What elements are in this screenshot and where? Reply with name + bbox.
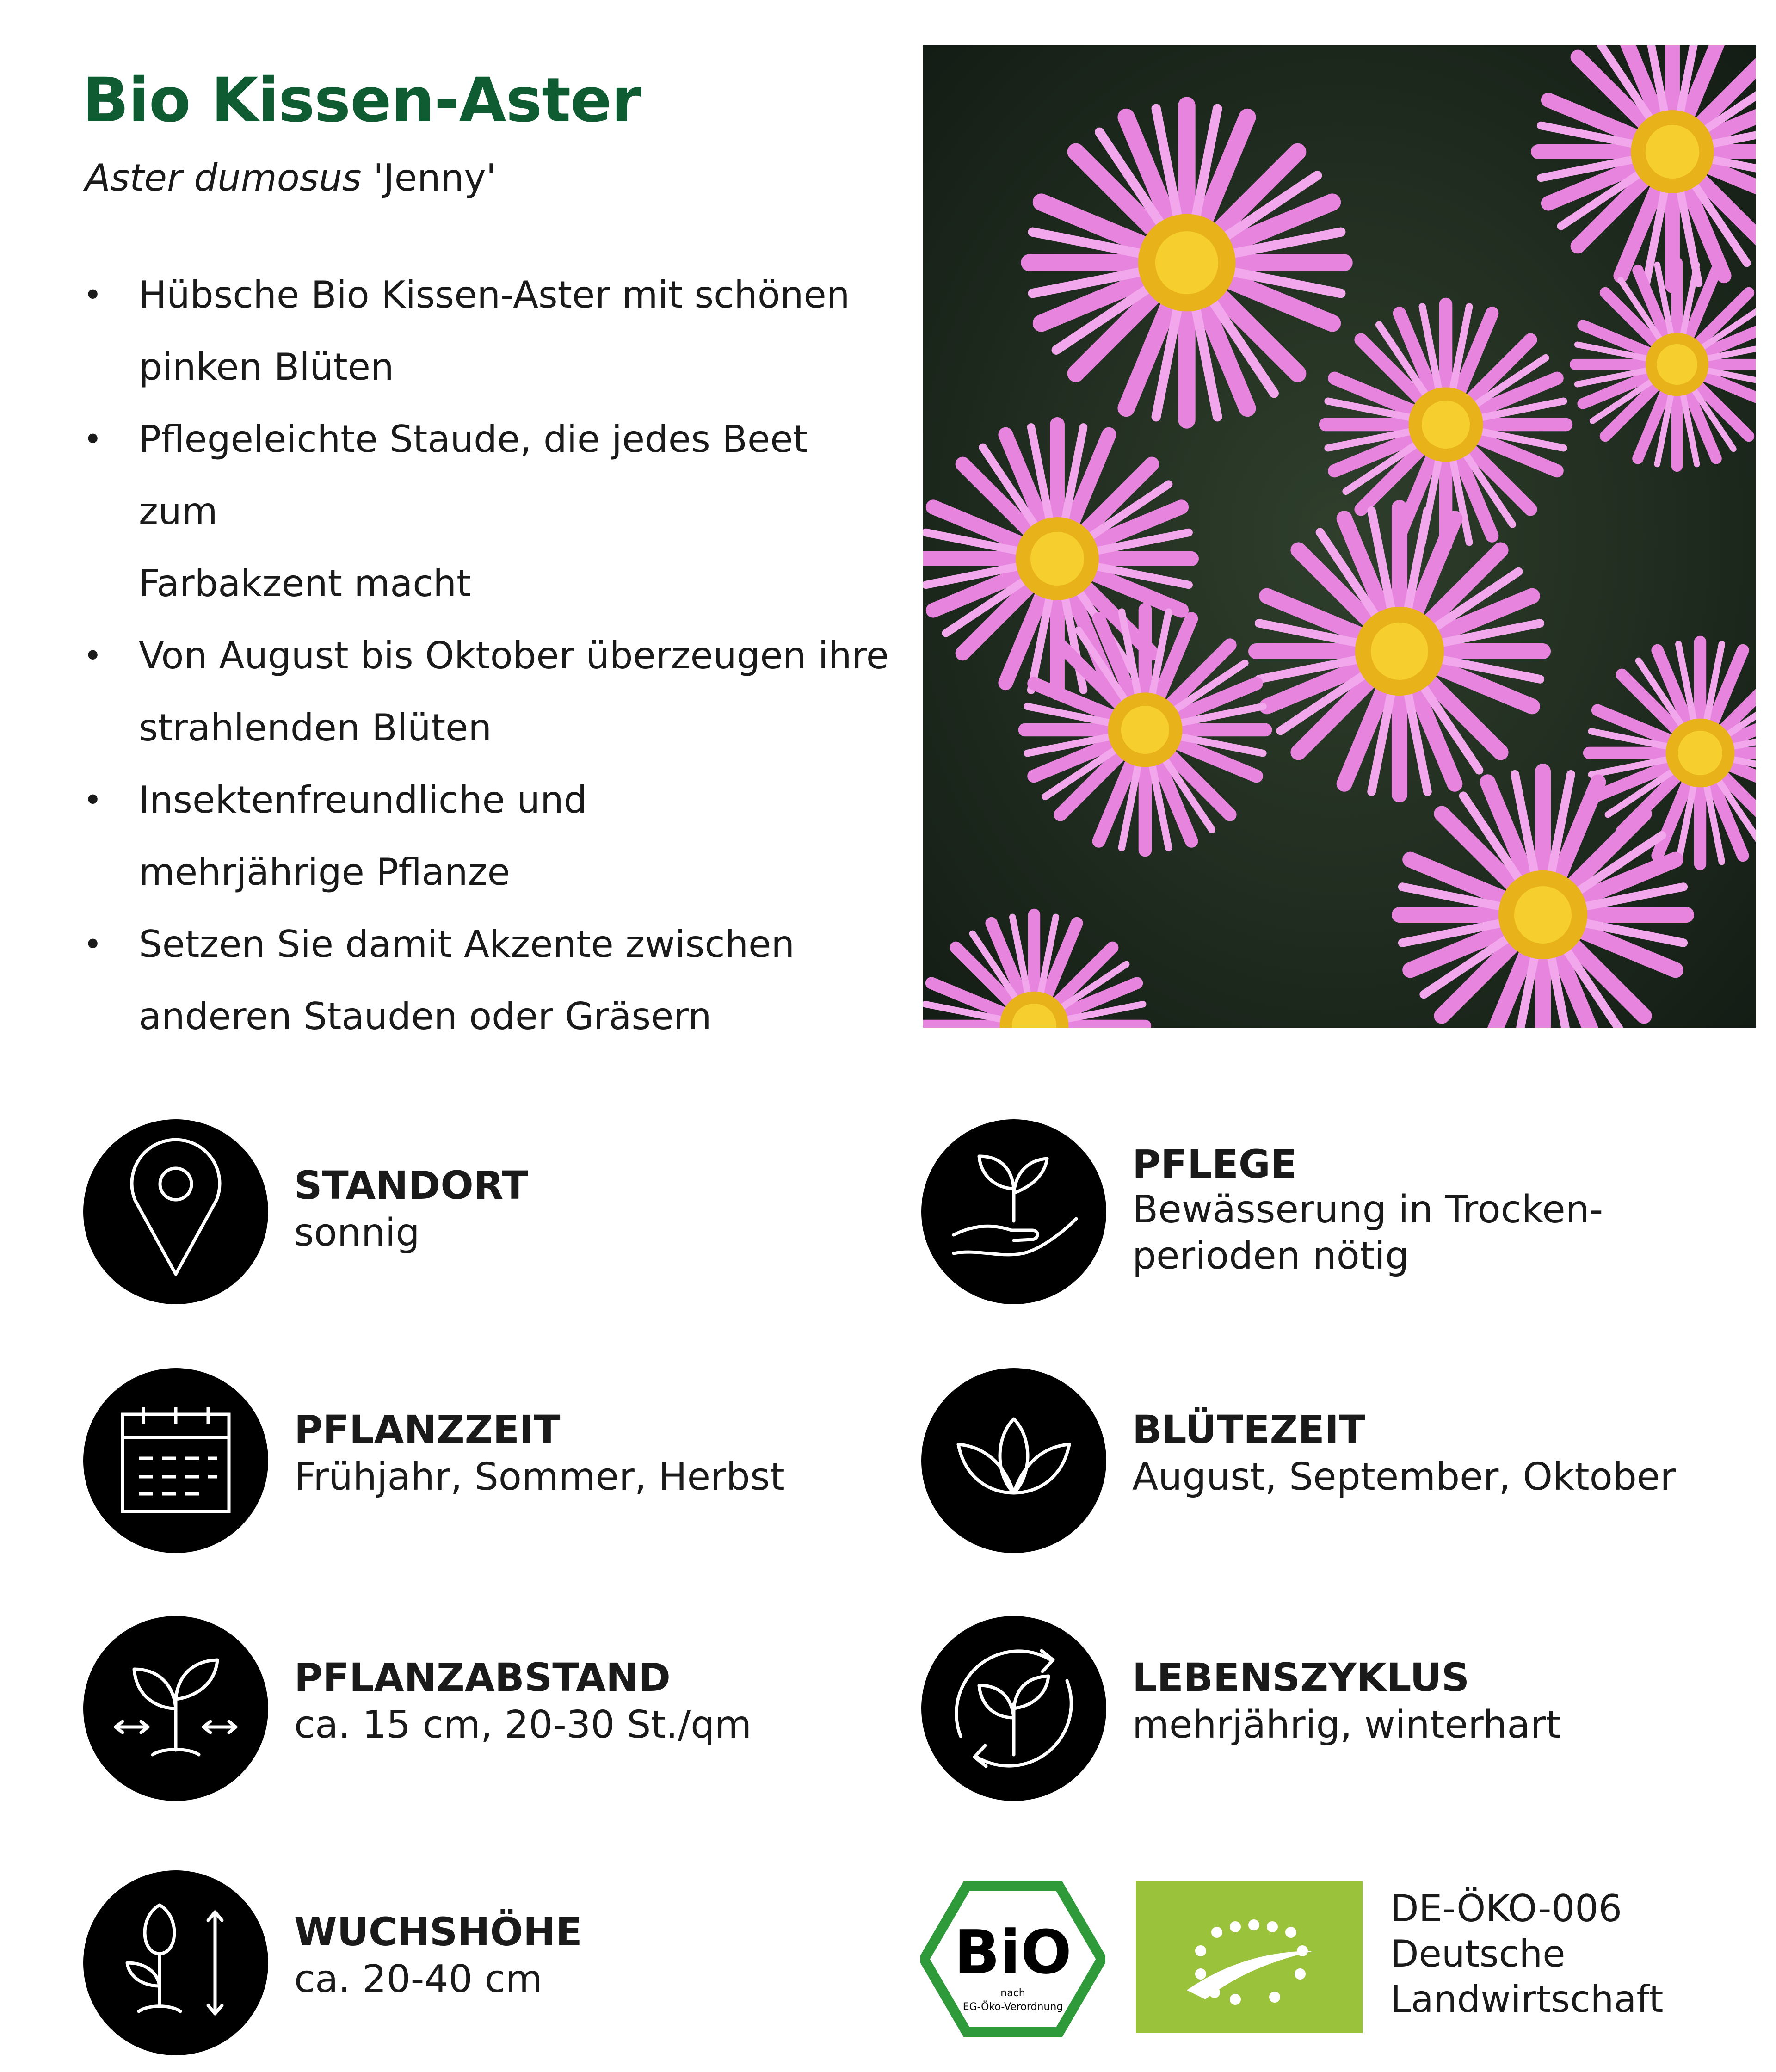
feature-value: Bewässerung in Trocken-	[1132, 1188, 1603, 1232]
feature-label: STANDORT	[294, 1163, 528, 1208]
feature-value: ca. 15 cm, 20-30 St./qm	[294, 1703, 752, 1747]
plant-spacing-icon	[83, 1616, 268, 1801]
feature-label: BLÜTEZEIT	[1132, 1407, 1366, 1452]
lotus-flower-icon	[921, 1368, 1106, 1553]
plant-cycle-icon	[921, 1616, 1106, 1801]
bullet-item: • Pflegeleichte Staude, die jedes Beet zum Farbakzent macht	[79, 403, 893, 620]
feature-pflanzzeit	[83, 1368, 785, 1553]
bio-logo-text: BiO	[954, 1917, 1072, 1987]
feature-pflege	[921, 1119, 1754, 1304]
botanical-cultivar: 'Jenny'	[361, 156, 496, 199]
bullet-dot-icon: •	[83, 276, 103, 314]
botanical-name	[85, 156, 496, 199]
plant-height-icon	[83, 1870, 268, 2055]
bio-logo-subtext: nach	[1000, 1987, 1025, 1999]
feature-label: LEBENSZYKLUS	[1132, 1655, 1470, 1700]
certification-origin: Deutsche	[1390, 1932, 1566, 1975]
feature-value: ca. 20-40 cm	[294, 1957, 543, 2001]
feature-standort	[83, 1119, 777, 1304]
feature-value: mehrjährig, winterhart	[1132, 1703, 1561, 1747]
calendar-icon	[83, 1368, 268, 1553]
feature-label: WUCHSHÖHE	[294, 1909, 582, 1955]
botanical-species: Aster dumosus	[85, 156, 362, 199]
bullet-item: • Hübsche Bio Kissen-Aster mit schönen pinken Blüten	[79, 259, 893, 403]
bullet-dot-icon: •	[83, 420, 103, 458]
bullet-item: • Von August bis Oktober überzeugen ihre strahlenden Blüten	[79, 620, 893, 764]
bullet-dot-icon: •	[83, 637, 103, 675]
bullet-item: • Setzen Sie damit Akzente zwischen anderen Stauden oder Gräsern	[79, 908, 893, 1053]
bullet-item: • Insektenfreundliche und mehrjährige Pflanze	[79, 764, 893, 908]
feature-bullet-list	[79, 259, 893, 1053]
feature-value: perioden nötig	[1132, 1234, 1409, 1278]
certification-code: DE-ÖKO-006	[1390, 1887, 1622, 1930]
certification-origin: Landwirtschaft	[1390, 1978, 1664, 2021]
bullet-dot-icon: •	[83, 925, 103, 963]
product-photo	[923, 45, 1756, 1028]
feature-value: August, September, Oktober	[1132, 1455, 1676, 1499]
aster-flowers-image	[923, 45, 1756, 1028]
feature-wuchshoehe	[83, 1870, 777, 2055]
feature-value: sonnig	[294, 1211, 420, 1255]
feature-pflanzabstand	[83, 1616, 777, 1801]
certification-text	[1390, 1886, 1664, 2022]
feature-value: Frühjahr, Sommer, Herbst	[294, 1455, 785, 1499]
location-pin-icon	[83, 1119, 268, 1304]
bio-seal-logo	[920, 1881, 1105, 2038]
feature-label: PFLEGE	[1132, 1141, 1297, 1187]
feature-bluetezeit	[921, 1368, 1754, 1553]
bio-logo-subtext: EG-Öko-Verordnung	[962, 2001, 1063, 2013]
feature-lebenszyklus	[921, 1616, 1754, 1801]
bullet-dot-icon: •	[83, 781, 103, 819]
feature-label: PFLANZABSTAND	[294, 1655, 671, 1700]
product-title: Bio Kissen-Aster	[82, 65, 641, 136]
hand-plant-icon	[921, 1119, 1106, 1304]
feature-label: PFLANZZEIT	[294, 1407, 561, 1452]
eu-organic-leaf-logo	[1136, 1881, 1363, 2033]
